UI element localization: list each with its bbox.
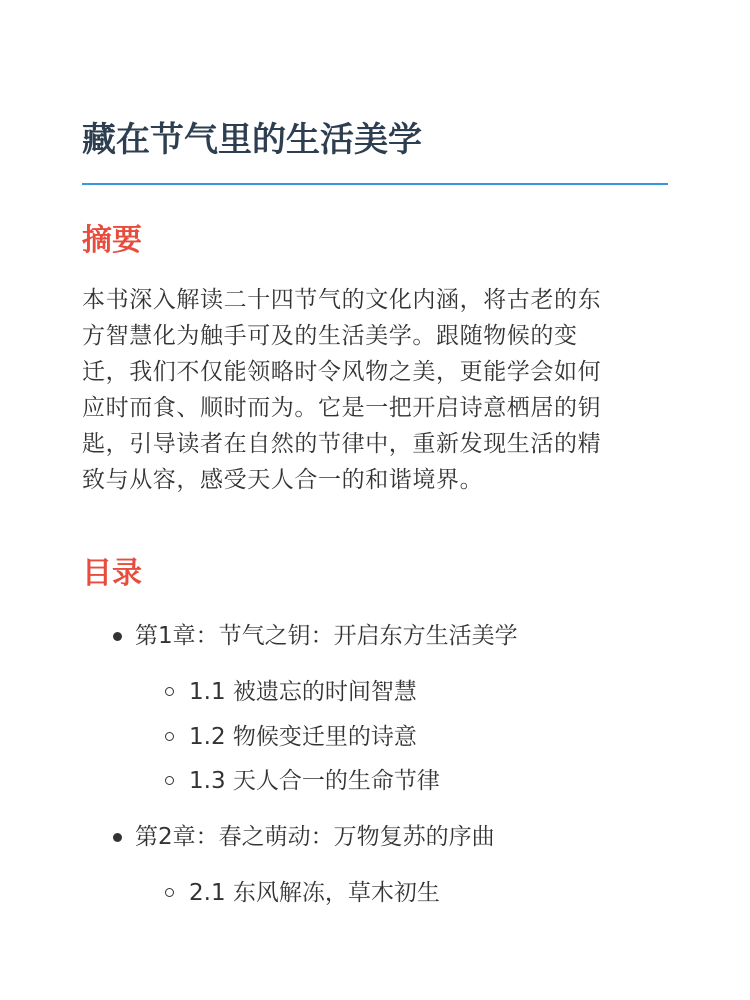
hollow-bullet-icon	[165, 888, 174, 897]
abstract-line: 致与从容，感受天人合一的和谐境界。	[82, 467, 484, 493]
abstract-line: 本书深入解读二十四节气的文化内涵，将古老的东	[82, 287, 602, 313]
abstract-paragraph	[82, 282, 668, 498]
toc-section-label: 1.2 物候变迁里的诗意	[189, 724, 417, 750]
abstract-line: 迁，我们不仅能领略时令风物之美，更能学会如何	[82, 359, 602, 385]
filled-bullet-icon	[113, 833, 122, 842]
title-divider	[82, 183, 668, 185]
hollow-bullet-icon	[165, 687, 174, 696]
abstract-heading: 摘要	[82, 223, 142, 258]
toc-chapter-label: 第1章：节气之钥：开启东方生活美学	[135, 623, 518, 649]
toc-section-label: 1.3 天人合一的生命节律	[189, 768, 440, 794]
toc-section-label: 1.1 被遗忘的时间智慧	[189, 679, 417, 705]
toc-section-label: 2.1 东风解冻，草木初生	[189, 880, 440, 906]
hollow-bullet-icon	[165, 732, 174, 741]
abstract-line: 匙，引导读者在自然的节律中，重新发现生活的精	[82, 431, 602, 457]
abstract-line: 应时而食、顺时而为。它是一把开启诗意栖居的钥	[82, 395, 602, 421]
toc-chapter-label: 第2章：春之萌动：万物复苏的序曲	[135, 824, 495, 850]
page-title: 藏在节气里的生活美学	[82, 120, 422, 160]
hollow-bullet-icon	[165, 776, 174, 785]
filled-bullet-icon	[113, 632, 122, 641]
abstract-line: 方智慧化为触手可及的生活美学。跟随物候的变	[82, 323, 578, 349]
toc-heading: 目录	[82, 556, 142, 591]
